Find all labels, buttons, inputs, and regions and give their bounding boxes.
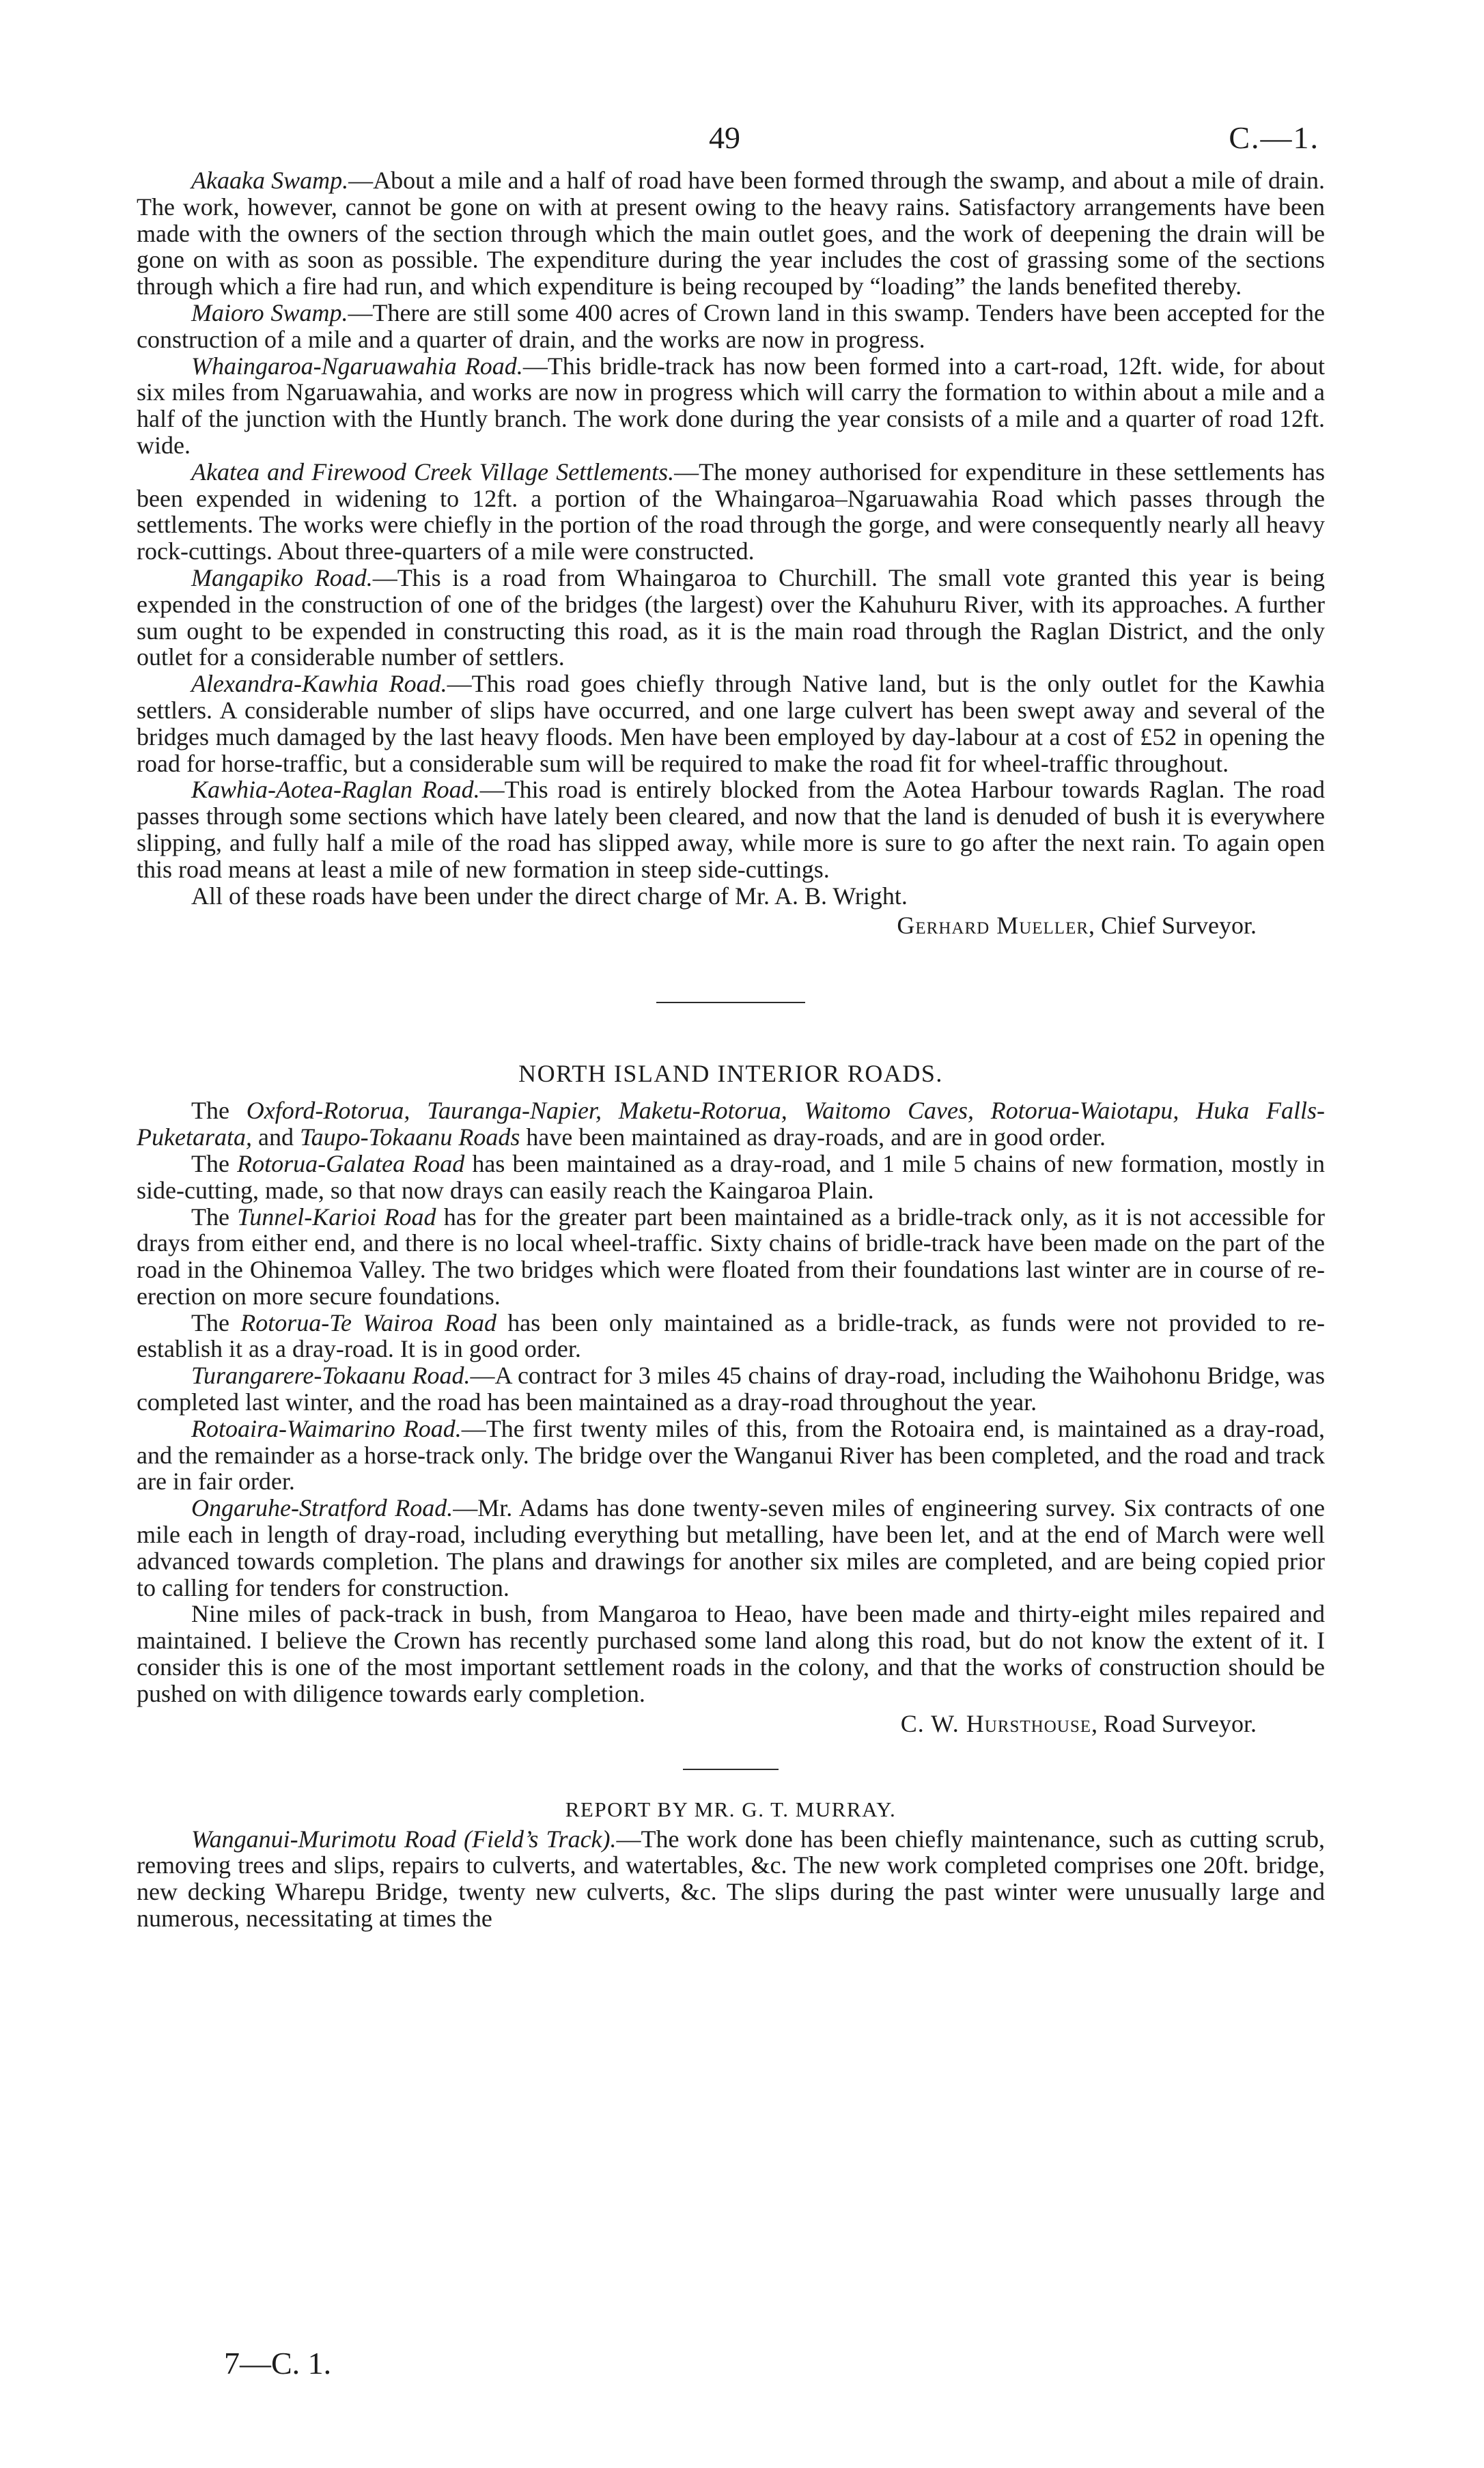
paragraph-label: Rotorua-Te Wairoa Road [240,1308,496,1336]
report-heading: REPORT BY MR. G. T. MURRAY. [565,1797,897,1821]
intro-text: and [251,1123,300,1151]
paragraph-ongaruhe-stratford [137,1495,1325,1601]
paragraph-mangapiko [137,565,1325,671]
document-reference: C.—1. [1229,120,1319,155]
paragraph-label: Mangapiko Road. [191,563,373,591]
paragraph-wanganui-murimotu [137,1826,1325,1932]
section-divider [683,1769,779,1770]
paragraph-alexandra-kawhia [137,671,1325,776]
paragraph-label: Tunnel-Karioi Road [237,1203,436,1231]
paragraph-label: Rotorua-Galatea Road [237,1149,465,1177]
paragraph-text: —This is a road from Whaingaroa to Churchill. The small vote granted this year is being expended in the construction of one of the bridges (the largest) over the Kahuhuru River, with its approaches. A further sum ought to be expended in constructing this road, as it is the main road through the Raglan District, and the only outlet for a considerable number of settlers. [137,563,1325,671]
page-number: 49 [709,120,740,155]
signature-mueller [137,912,1257,939]
signature-title: , Road Surveyor. [1091,1709,1257,1737]
murray-report-section [137,1797,1325,1932]
paragraph-rotorua-te-wairoa [137,1310,1325,1363]
paragraph-text: has been only maintained as a bridle-track, as funds were not provided to re-establish it as a dray-road. It is in good order. [137,1308,1326,1363]
paragraph-text: —There are still some 400 acres of Crown land in this swamp. Tenders have been accepted for the construction of a mile and a quarter of drain, and the works are now in progress. [137,298,1325,353]
paragraph-text: —This road is entirely blocked from the Aotea Harbour towards Raglan. The road passes through some sections which have lately been cleared, and now that the land is denuded of bush it is everywhere slipping, and fully half a mile of the road has slipped away, while more is sure to go after the next rain. To again open this road means at least a mile of new formation in steep side-cuttings. [137,776,1325,883]
paragraph-kawhia-aotea-raglan [137,776,1325,882]
paragraph-rotoaira-waimarino [137,1416,1325,1495]
signature-hursthouse [137,1710,1257,1737]
paragraph-label: Kawhia-Aotea-Raglan Road. [191,776,480,804]
closing-paragraph: All of these roads have been under the direct charge of Mr. A. B. Wright. [191,882,908,910]
paragraph-pack-track: Nine miles of pack-track in bush, from Mangaroa to Heao, have been made and thirty-eight miles repaired and maintained. I believe the Crown has recently purchased some land along this road, but do not know the extent of it. I consider this is one of the most important settlement roads in the colony, and that the works of construction should be pushed on with diligence towards early completion. [137,1600,1325,1707]
document-page [137,120,1325,1932]
footer-signature-mark: 7—C. 1. [224,2346,332,2381]
paragraph-text: has for the greater part been maintained as a bridle-track only, as it is not accessible for drays from either end, and there is no local wheel-traffic. Sixty chains of bridle-track have been made on the part of the road in the Ohinemoa Valley. The two bridges which were floated from their foundations last winter are in course of re-erection on more secure foundations. [137,1203,1325,1310]
paragraph-label: Maioro Swamp. [191,298,348,326]
first-section [137,167,1325,939]
paragraph-label: Rotoaira-Waimarino Road. [191,1414,462,1442]
signature-title: , Chief Surveyor. [1089,912,1257,940]
paragraph-text: —Mr. Adams has done twenty-seven miles of engineering survey. Six contracts of one mile each in length of dray-road, including everything but metalling, have been let, and at the end of March were well advanced towards completion. The plans and drawings for another six miles are completed, and are being copied prior to calling for tenders for construction. [137,1494,1325,1601]
page-header [137,120,1325,167]
section-heading: NORTH ISLAND INTERIOR ROADS. [518,1060,943,1088]
paragraph-text: has been maintained as a dray-road, and 1 mile 5 chains of new formation, mostly in side-cutting, made, so that now drays can easily reach the Kaingaroa Plain. [137,1149,1326,1204]
paragraph-prefix: The [191,1203,238,1231]
paragraph-text: —About a mile and a half of road have been formed through the swamp, and about a mile of drain. The work, however, cannot be gone on with at present owing to the heavy rains. Satisfactory arrangements have been made with the owners of the section through which the main outlet goes, and the work of deepening the drain will be gone on with as soon as possible. The expenditure during the year includes the cost of grassing some of the sections through which a fire had run, and which expenditure is being recouped by “loading” the lands benefited thereby. [137,167,1325,300]
paragraph-prefix: The [191,1308,241,1336]
paragraph-label: Whaingaroa-Ngaruawahia Road. [191,352,523,380]
paragraph-label: Wanganui-Murimotu Road (Field’s Track). [191,1825,617,1853]
paragraph-intro [137,1097,1325,1151]
intro-text: The [191,1097,247,1125]
intro-text: have been maintained as dray-roads, and are in good order. [520,1123,1106,1151]
paragraph-label: Turangarere-Tokaanu Road. [191,1362,471,1390]
paragraph-rotorua-galatea [137,1151,1325,1204]
paragraph-label: Alexandra-Kawhia Road. [191,670,447,698]
road-names: Taupo-Tokaanu Roads [299,1123,520,1151]
paragraph-turangarere-tokaanu [137,1362,1325,1416]
paragraph-prefix: The [191,1149,238,1177]
paragraph-label: Akatea and Firewood Creek Village Settlements. [191,458,675,486]
paragraph-text: —This road goes chiefly through Native land, but is the only outlet for the Kawhia settlers. A considerable number of slips have occurred, and one large culvert has been swept away and several of the bridges much damaged by the last heavy floods. Men have been employed by day-labour at a cost of £52 in opening the road for horse-traffic, but a considerable sum will be required to make the road fit for wheel-traffic throughout. [137,670,1325,777]
paragraph-maioro-swamp [137,300,1325,353]
paragraph-text: —This bridle-track has now been formed into a cart-road, 12ft. wide, for about six miles from Ngaruawahia, and works are now in progress which will carry the formation to within about a mile and a half of the junction with the Huntly branch. The work done during the year consists of a mile and a quarter of road 12ft. wide. [137,352,1325,459]
north-island-section [137,1059,1325,1737]
paragraph-akaaka-swamp [137,167,1325,300]
section-divider [656,1002,805,1003]
paragraph-whaingaroa-ngaruawahia [137,353,1325,459]
paragraph-text: —The money authorised for expenditure in these settlements has been expended in widening to 12ft. a portion of the Whaingaroa–Ngaruawahia Road which passes through the settlements. The works were chiefly in the portion of the road through the gorge, and were consequently nearly all heavy rock-cuttings. About three-quarters of a mile were constructed. [137,458,1325,565]
paragraph-label: Akaaka Swamp. [191,167,349,194]
signature-name: Gerhard Mueller [897,912,1089,940]
paragraph-akatea-firewood [137,459,1325,565]
paragraph-label: Ongaruhe-Stratford Road. [191,1494,453,1522]
paragraph-text: —A contract for 3 miles 45 chains of dray-road, including the Waihohonu Bridge, was completed last winter, and the road has been maintained as a dray-road throughout the year. [137,1362,1325,1416]
paragraph-text: —The first twenty miles of this, from the Rotoaira end, is maintained as a dray-road, and the remainder as a horse-track only. The bridge over the Wanganui River has been completed, and the road and track are in fair order. [137,1414,1325,1496]
road-names: Oxford-Rotorua, Tauranga-Napier, Maketu-Rotorua, Waitomo Caves, Rotorua-Waiotapu, Huka Falls-Puketarata, [137,1097,1326,1151]
paragraph-tunnel-karioi [137,1204,1325,1310]
paragraph-text: —The work done has been chiefly maintenance, such as cutting scrub, removing trees and slips, repairs to culverts, and watertables, &c. The new work completed comprises one 20ft. bridge, new decking Wharepu Bridge, twenty new culverts, &c. The slips during the past winter were unusually large and numerous, necessitating at times the [137,1825,1325,1933]
signature-name: C. W. Hursthouse [900,1709,1092,1737]
